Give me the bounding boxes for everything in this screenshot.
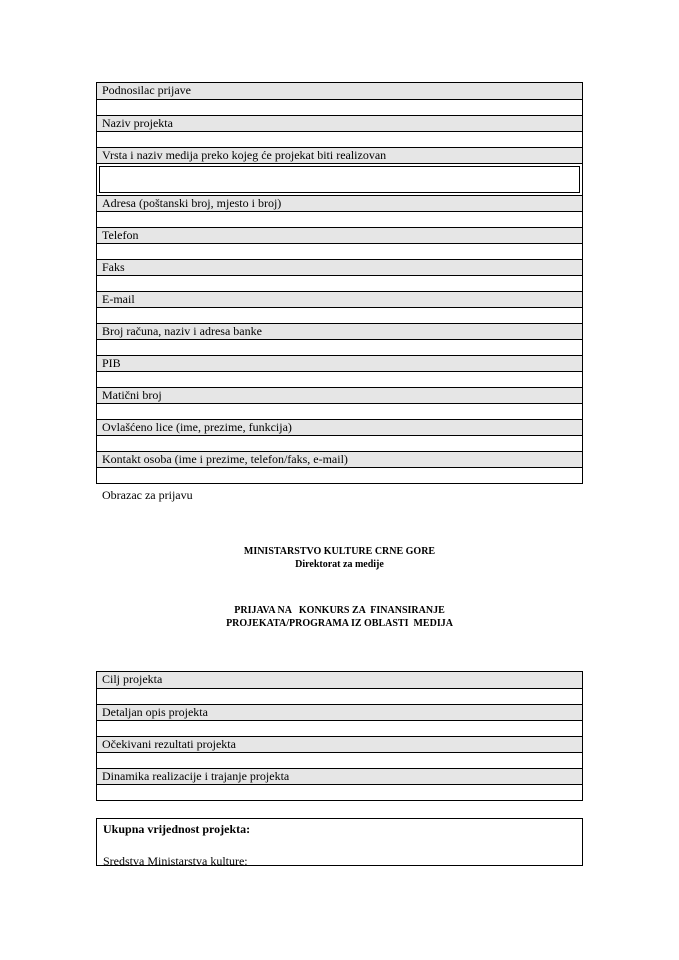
budget-summary [96,818,583,866]
document-title-line-2: PROJEKATA/PROGRAMA IZ OBLASTI MEDIJA [226,618,453,629]
field-registration-number[interactable] [97,403,582,419]
label-applicant: Podnosilac prijave [97,83,582,99]
label-address: Adresa (poštanski broj, mjesto i broj) [97,195,582,211]
document-title-line-1: PRIJAVA NA KONKURS ZA FINANSIRANJE [234,605,445,616]
field-email[interactable] [97,307,582,323]
label-project-description: Detaljan opis projekta [97,704,582,720]
project-form [96,671,583,801]
label-authorized-person: Ovlašćeno lice (ime, prezime, funkcija) [97,419,582,435]
label-phone: Telefon [97,227,582,243]
label-project-name: Naziv projekta [97,115,582,131]
label-email: E-mail [97,291,582,307]
field-contact-person[interactable] [97,467,582,483]
label-pib: PIB [97,355,582,371]
field-applicant[interactable] [97,99,582,115]
label-expected-results: Očekivani rezultati projekta [97,736,582,752]
media-type-input-box[interactable] [99,166,580,193]
field-phone[interactable] [97,243,582,259]
field-project-goal[interactable] [97,688,582,704]
total-value-label: Ukupna vrijednost projekta: [103,822,251,836]
field-media-type[interactable] [97,163,582,195]
field-project-description[interactable] [97,720,582,736]
field-authorized-person[interactable] [97,435,582,451]
label-project-goal: Cilj projekta [97,672,582,688]
label-registration-number: Matični broj [97,387,582,403]
label-media-type: Vrsta i naziv medija preko kojeg će projekat biti realizovan [97,147,582,163]
applicant-form [96,82,583,484]
label-timeline: Dinamika realizacije i trajanje projekta [97,768,582,784]
ministry-name: MINISTARSTVO KULTURE CRNE GORE [243,546,436,557]
field-expected-results[interactable] [97,752,582,768]
ministry-funds-label: Sredstva Ministarstva kulture: [103,854,248,868]
field-project-name[interactable] [97,131,582,147]
field-address[interactable] [97,211,582,227]
field-pib[interactable] [97,371,582,387]
field-fax[interactable] [97,275,582,291]
label-contact-person: Kontakt osoba (ime i prezime, telefon/faks, e-mail) [97,451,582,467]
label-fax: Faks [97,259,582,275]
directorate-name: Direktorat za medije [295,559,384,570]
label-bank-account: Broj računa, naziv i adresa banke [97,323,582,339]
field-bank-account[interactable] [97,339,582,355]
field-timeline[interactable] [97,784,582,800]
form-caption: Obrazac za prijavu [102,488,193,502]
